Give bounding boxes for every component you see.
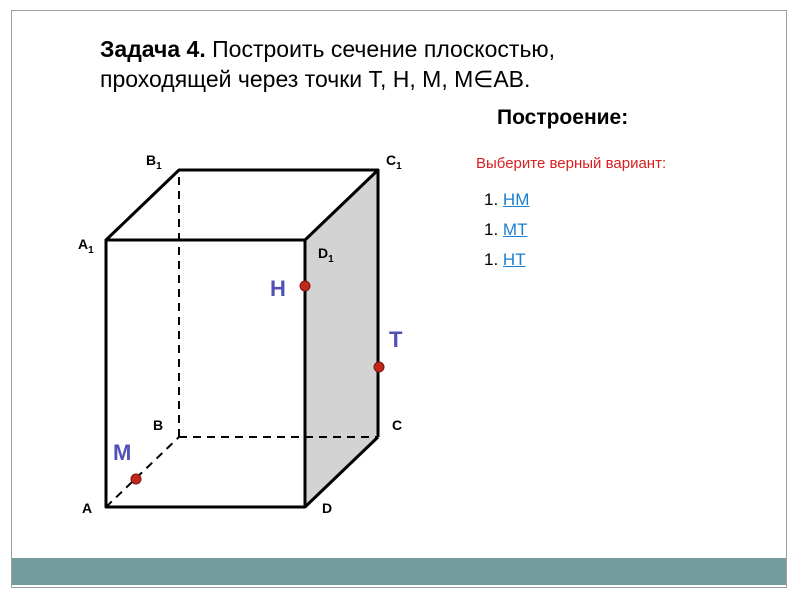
shaded-face: [305, 170, 378, 507]
point-t-marker: [374, 362, 384, 372]
task-text-line2: проходящей через точки Т, Н, М, М∈АВ.: [100, 66, 531, 92]
vertex-label-c1: $C_1$: [386, 152, 402, 172]
point-h-marker: [300, 281, 310, 291]
vertex-label-b: B: [153, 417, 164, 433]
vertex-label-d1: $D_1$: [318, 245, 334, 265]
point-m-marker: [131, 474, 141, 484]
option-link-nm[interactable]: НМ: [502, 190, 530, 209]
option-number: 1.: [484, 220, 499, 239]
vertex-label-a1: $A_1$: [78, 236, 94, 256]
vertex-label-d: D: [322, 500, 333, 516]
option-link-nt[interactable]: НТ: [502, 250, 526, 269]
option-number: 1.: [484, 190, 499, 209]
task-text-line1: Построить сечение плоскостью,: [205, 36, 556, 62]
construction-heading: Построение:: [497, 106, 629, 129]
vertex-label-c: C: [392, 417, 403, 433]
point-label-m: М: [113, 440, 132, 465]
choice-prompt: Выберите верный вариант:: [476, 155, 667, 172]
option-link-mt[interactable]: МТ: [502, 220, 528, 239]
vertex-label-a: A: [82, 500, 93, 516]
option-number: 1.: [484, 250, 499, 269]
footer-bar: [12, 558, 786, 585]
point-label-h: Н: [270, 276, 286, 301]
point-label-t: Т: [389, 327, 403, 352]
vertex-label-b1: $B_1$: [146, 152, 162, 172]
task-number: Задача 4.: [100, 36, 206, 62]
